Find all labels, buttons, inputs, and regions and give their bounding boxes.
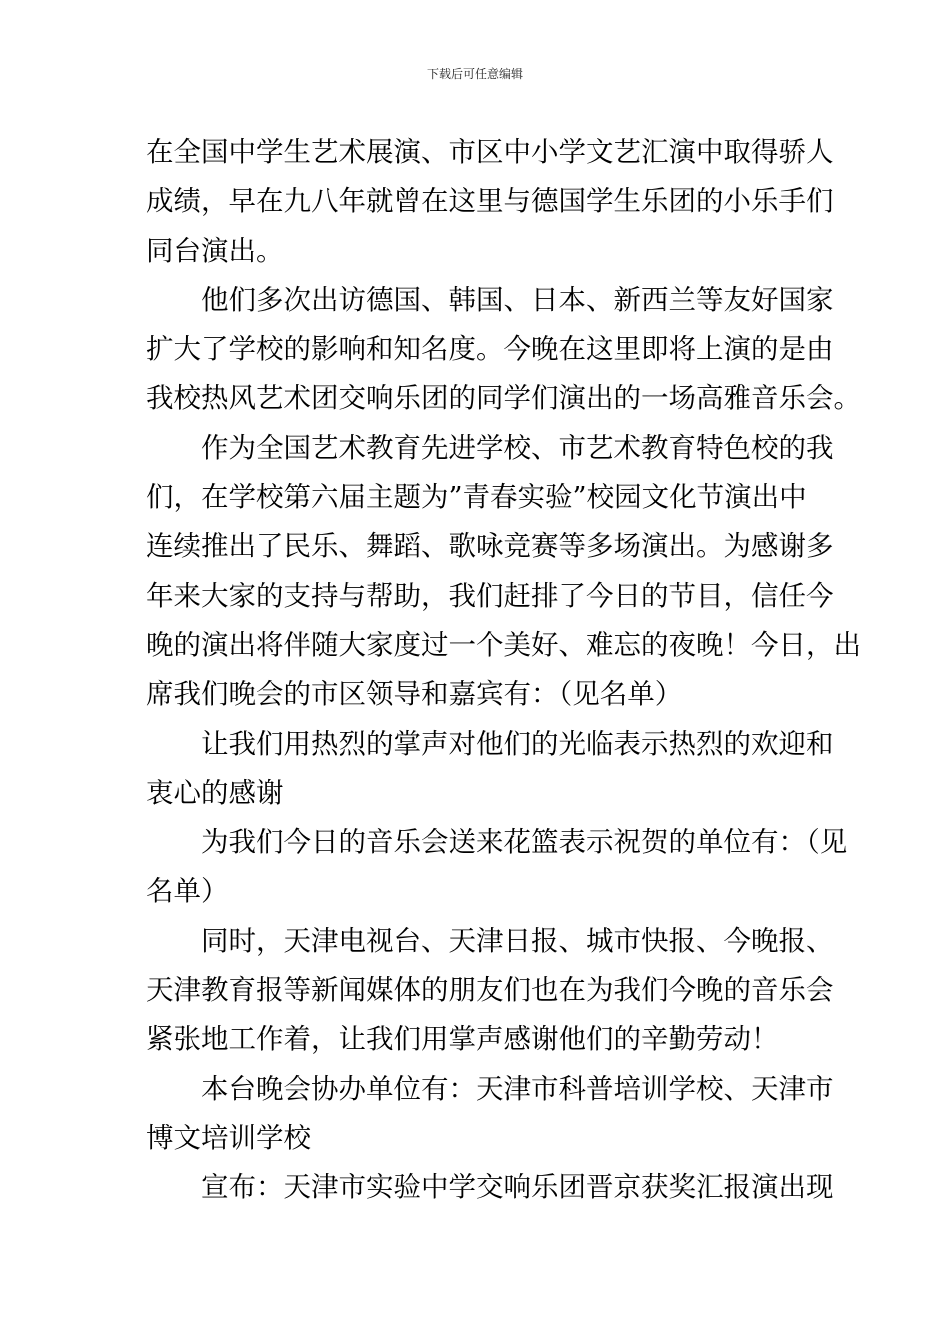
text-line: 他们多次出访德国、韩国、日本、新西兰等友好国家 — [201, 283, 834, 316]
text-line: 紧张地工作着，让我们用掌声感谢他们的辛勤劳动！ — [146, 1023, 779, 1056]
text-line: 同台演出。 — [146, 234, 284, 267]
document-body — [146, 128, 861, 1213]
text-line: 为我们今日的音乐会送来花篮表示祝贺的单位有：（见 — [201, 826, 848, 859]
text-line: 我校热风艺术团交响乐团的同学们演出的一场高雅音乐会。 — [146, 382, 861, 415]
text-line: 席我们晚会的市区领导和嘉宾有：（见名单） — [146, 678, 683, 711]
text-line: 作为全国艺术教育先进学校、市艺术教育特色校的我 — [201, 431, 834, 464]
text-line: 衷心的感谢 — [146, 776, 284, 809]
text-line: 宣布：天津市实验中学交响乐团晋京获奖汇报演出现 — [201, 1171, 834, 1204]
text-line: 连续推出了民乐、舞蹈、歌咏竞赛等多场演出。为感谢多 — [146, 530, 834, 563]
text-line: 在全国中学生艺术展演、市区中小学文艺汇演中取得骄人 — [146, 136, 834, 168]
text-line: 晚的演出将伴随大家度过一个美好、难忘的夜晚！今日，出 — [146, 628, 861, 661]
text-line: 博文培训学校 — [146, 1121, 311, 1154]
text-line: 同时，天津电视台、天津日报、城市快报、今晚报、 — [201, 924, 834, 957]
text-line: 们，在学校第六届主题为”青春实验”校园文化节演出中 — [146, 481, 807, 514]
text-line: 名单） — [146, 875, 229, 908]
text-line: 天津教育报等新闻媒体的朋友们也在为我们今晚的音乐会 — [146, 974, 834, 1007]
text-line: 扩大了学校的影响和知名度。今晚在这里即将上演的是由 — [146, 333, 834, 366]
text-line: 成绩，早在九八年就曾在这里与德国学生乐团的小乐手们 — [146, 185, 834, 218]
text-line: 年来大家的支持与帮助，我们赶排了今日的节目，信任今 — [146, 579, 834, 612]
text-line: 让我们用热烈的掌声对他们的光临表示热烈的欢迎和 — [201, 727, 834, 760]
text-line: 本台晚会协办单位有：天津市科普培训学校、天津市 — [201, 1072, 834, 1105]
header-note: 下载后可任意编辑 — [426, 67, 523, 81]
